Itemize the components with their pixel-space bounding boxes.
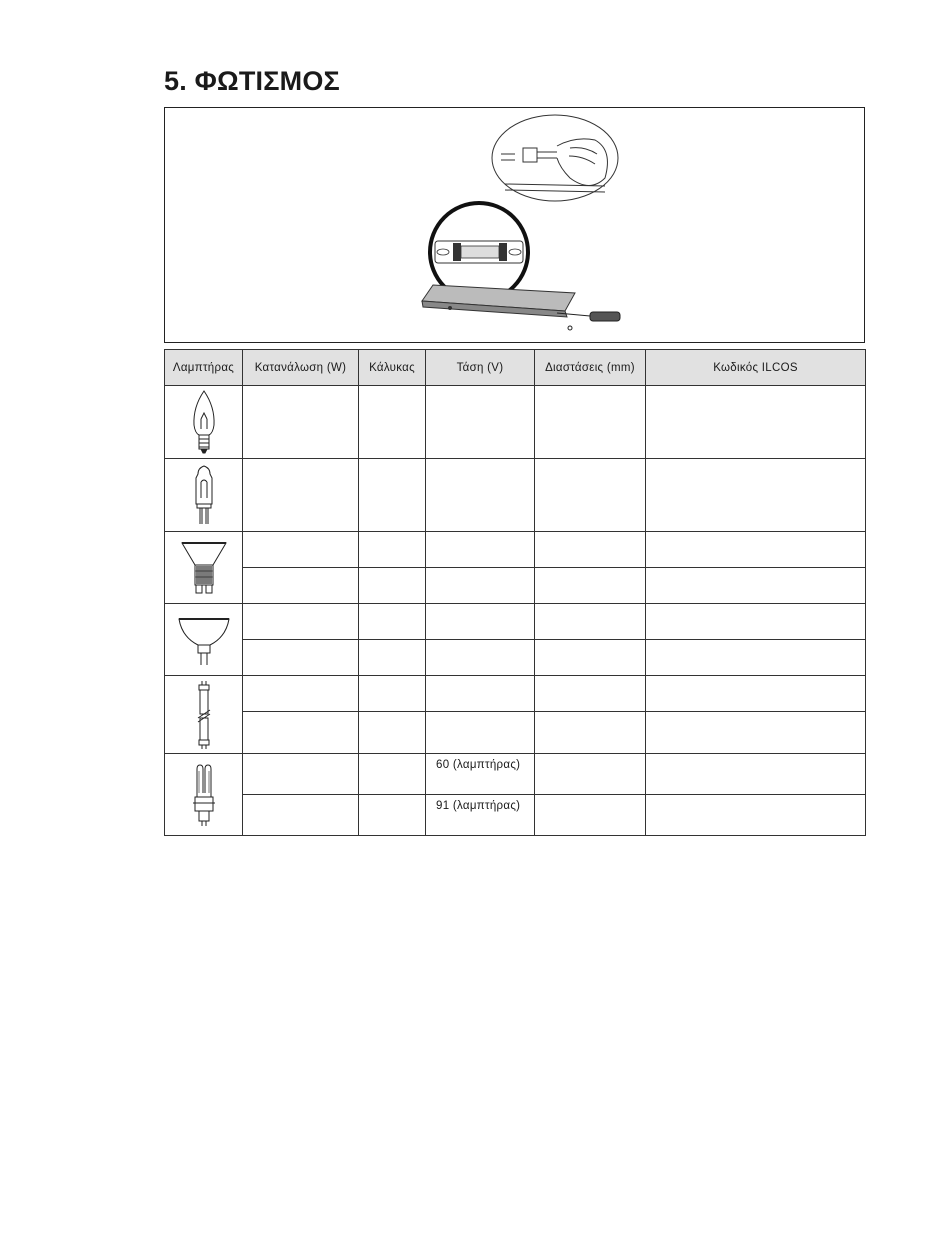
dimensions-cell: [535, 676, 646, 712]
power-cell: [243, 640, 359, 676]
power-cell: [243, 532, 359, 568]
ilcos-cell: [646, 532, 866, 568]
dimensions-cell: [535, 568, 646, 604]
dimensions-cell: [535, 604, 646, 640]
voltage-cell: [426, 459, 535, 532]
table-row: [165, 459, 866, 532]
power-cell: [243, 795, 359, 836]
ilcos-cell: [646, 459, 866, 532]
voltage-cell: [426, 568, 535, 604]
compact-fluorescent-icon: [165, 754, 243, 836]
dimensions-cell: [535, 795, 646, 836]
voltage-cell: [426, 640, 535, 676]
col-header-power: Κατανάλωση (W): [243, 350, 359, 386]
dimensions-cell: [535, 386, 646, 459]
voltage-cell: [426, 712, 535, 754]
mr16-reflector-icon: [165, 604, 243, 676]
power-cell: [243, 459, 359, 532]
table-row: [165, 712, 866, 754]
table-row: [165, 568, 866, 604]
hood-panel: [422, 285, 575, 317]
voltage-cell: [426, 532, 535, 568]
power-cell: [243, 676, 359, 712]
power-cell: [243, 754, 359, 795]
table-row: [165, 640, 866, 676]
ilcos-cell: [646, 795, 866, 836]
socket-cell: [359, 676, 426, 712]
voltage-cell: 91 (λαμπτήρας): [426, 795, 535, 836]
ilcos-cell: [646, 386, 866, 459]
socket-cell: [359, 459, 426, 532]
voltage-cell: [426, 386, 535, 459]
dimensions-cell: [535, 640, 646, 676]
ilcos-cell: [646, 676, 866, 712]
socket-cell: [359, 712, 426, 754]
socket-cell: [359, 532, 426, 568]
dimensions-cell: [535, 754, 646, 795]
table-row: [165, 532, 866, 568]
table-row: [165, 754, 866, 795]
voltage-cell: [426, 676, 535, 712]
col-header-ilcos: Κωδικός ILCOS: [646, 350, 866, 386]
socket-cell: [359, 386, 426, 459]
ilcos-cell: [646, 568, 866, 604]
col-header-voltage: Τάση (V): [426, 350, 535, 386]
col-header-dimensions: Διαστάσεις (mm): [535, 350, 646, 386]
voltage-cell: [426, 604, 535, 640]
page-title: 5. ΦΩΤΙΣΜΟΣ: [164, 66, 340, 96]
table-row: [165, 386, 866, 459]
ilcos-cell: [646, 754, 866, 795]
lamp-specs-table: [164, 349, 866, 836]
table-header-row: [165, 350, 866, 386]
power-cell: [243, 568, 359, 604]
socket-cell: [359, 640, 426, 676]
col-header-lamp: Λαμπτήρας: [165, 350, 243, 386]
lamp-replacement-illustration: [165, 108, 864, 342]
power-cell: [243, 712, 359, 754]
ilcos-cell: [646, 640, 866, 676]
dimensions-cell: [535, 712, 646, 754]
dimensions-cell: [535, 532, 646, 568]
socket-cell: [359, 754, 426, 795]
table-row: [165, 676, 866, 712]
power-cell: [243, 604, 359, 640]
table-row: [165, 604, 866, 640]
voltage-cell: 60 (λαμπτήρας): [426, 754, 535, 795]
ilcos-cell: [646, 604, 866, 640]
dimensions-cell: [535, 459, 646, 532]
socket-cell: [359, 604, 426, 640]
col-header-socket: Κάλυκας: [359, 350, 426, 386]
socket-cell: [359, 795, 426, 836]
fluorescent-tube-icon: [165, 676, 243, 754]
ilcos-cell: [646, 712, 866, 754]
candle-bulb-icon: [165, 386, 243, 459]
g9-capsule-icon: [165, 459, 243, 532]
lamp-replacement-figure: [164, 107, 865, 343]
socket-cell: [359, 568, 426, 604]
hand-detail-circle: [492, 115, 618, 201]
table-row: [165, 795, 866, 836]
gu10-spot-icon: [165, 532, 243, 604]
power-cell: [243, 386, 359, 459]
